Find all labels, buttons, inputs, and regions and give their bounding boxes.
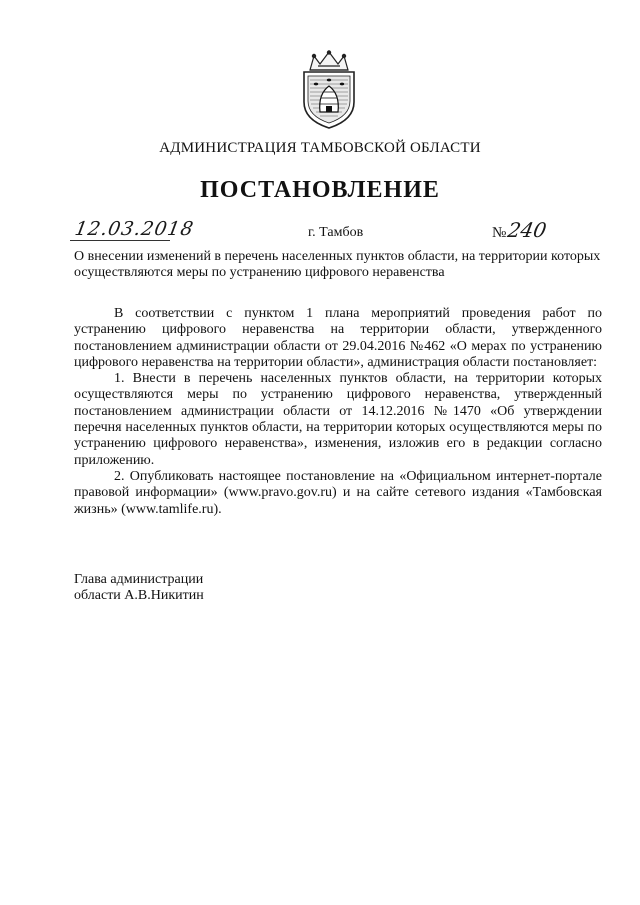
document-city: г. Тамбов bbox=[308, 225, 364, 240]
document-subject: О внесении изменений в перечень населенных пунктов области, на территории которых осуществляются меры по устранению цифрового неравенства bbox=[74, 249, 601, 280]
item-1-paragraph: 1. Внести в перечень населенных пунктов области, на территории которых осуществляются меры по устранению цифрового неравенства, утвержденный постановлением администрации области от 14.12.2016 №1470 «Об утверждении перечня населенных пунктов области, на территории которых осуществляются меры по устранению цифрового неравенства», изменения, изложив его в редакции согласно приложению. bbox=[74, 371, 602, 468]
document-number bbox=[492, 218, 547, 242]
number-sign: № bbox=[492, 225, 507, 241]
date-underline bbox=[70, 240, 170, 241]
handwritten-date: 12.03.2018 bbox=[73, 218, 196, 240]
preamble-paragraph: В соответствии с пунктом 1 плана мероприятий проведения работ по устранению цифрового неравенства на территории области, утвержденного постановлением администрации области от 29.04.2016 №462 «О мерах по устранению цифрового неравенства на территории области», администрация области постановляет: bbox=[74, 306, 602, 370]
document-body bbox=[74, 306, 602, 518]
signature-block bbox=[74, 572, 204, 604]
document-type-title: ПОСТАНОВЛЕНИЕ bbox=[200, 177, 440, 203]
signature-position: Глава администрации bbox=[74, 572, 204, 587]
signature-name: области А.В.Никитин bbox=[74, 588, 204, 603]
document-date bbox=[75, 218, 194, 241]
organization-name: АДМИНИСТРАЦИЯ ТАМБОВСКОЙ ОБЛАСТИ bbox=[159, 140, 481, 156]
handwritten-number: 240 bbox=[506, 218, 549, 242]
item-2-paragraph: 2. Опубликовать настоящее постановление на «Официальном интернет-портале правовой информации» (www.pravo.gov.ru) и на сайте сетевого издания «Тамбовская жизнь» (www.tamlife.ru). bbox=[74, 468, 602, 517]
coat-of-arms-icon bbox=[296, 50, 362, 130]
